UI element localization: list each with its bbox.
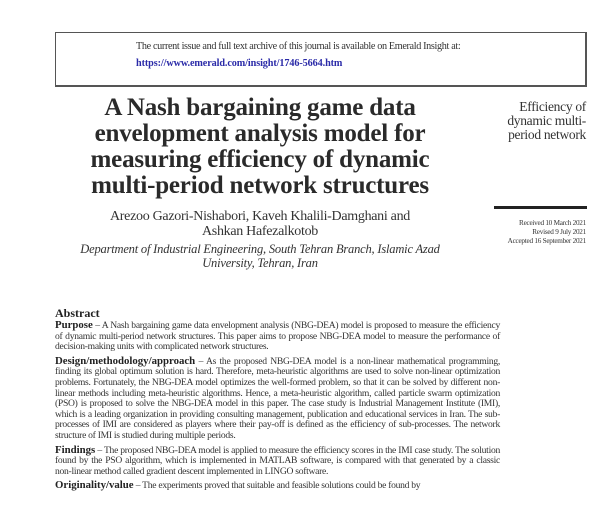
- running-title-line: dynamic multi-: [507, 113, 586, 128]
- author-line: Ashkan Hafezalkotob: [202, 224, 318, 239]
- abstract-body: [55, 320, 500, 495]
- section-label: Originality/value: [55, 479, 134, 492]
- received-date: Received 10 March 2021: [519, 219, 586, 227]
- title-line: envelopment analysis model for: [94, 120, 426, 147]
- affiliation: [60, 242, 460, 270]
- abstract-purpose: [55, 320, 500, 353]
- article-dates: [446, 219, 586, 246]
- journal-notice-box: [55, 32, 587, 87]
- section-text: – The experiments proved that suitable and feasible solutions could be found by: [133, 480, 421, 492]
- article-title: [60, 95, 460, 199]
- affiliation-line: Department of Industrial Engineering, South Tehran Branch, Islamic Azad: [80, 242, 440, 256]
- running-title: [446, 100, 586, 142]
- author-line: Arezoo Gazori-Nishabori, Kaveh Khalili-Damghani and: [110, 209, 410, 224]
- revised-date: Revised 9 July 2021: [532, 228, 586, 236]
- section-text: – The proposed NBG-DEA model is applied to measure the efficiency scores in the IMI case study. The solution found by the PSO algorithm, which is implemented in MATLAB software, is compared with that generated by a classic non-linear method called gradient descent implemented in LINGO software.: [55, 444, 500, 477]
- abstract-originality: [55, 480, 500, 492]
- notice-text: The current issue and full text archive of this journal is available on Emerald Insight at:: [136, 41, 461, 52]
- abstract-heading: Abstract: [55, 306, 100, 320]
- title-line: measuring efficiency of dynamic: [90, 146, 430, 173]
- section-text: – As the proposed NBG-DEA model is a non-linear mathematical programming, finding its global optimum solution is hard. Therefore, meta-heuristic algorithms are used to solve non-linear optimization problems. Fortunately, the NBG-DEA model optimizes the well-formed problem, so that it can be solved by different non-linear methods including meta-heuristic algorithms. Hence, a meta-heuristic algorithm, called particle swarm optimization (PSO) is proposed to solve the NBG-DEA model in this paper. The case study is Industrial Management Institute (IMI), which is a leading organization in providing consulting management, publication and educational services in Iran. The sub-processes of IMI are considered as players where their pay-off is defined as the efficiency of sub-processes. The network structure of IMI is studied during multiple periods.: [55, 355, 500, 441]
- accepted-date: Accepted 16 September 2021: [507, 237, 586, 245]
- sidebar-divider: [494, 206, 587, 209]
- abstract-design: [55, 356, 500, 442]
- section-label: Design/methodology/approach: [55, 354, 196, 367]
- affiliation-line: University, Tehran, Iran: [202, 256, 318, 270]
- journal-link[interactable]: https://www.emerald.com/insight/1746-5664.htm: [136, 58, 343, 69]
- author-list: [60, 209, 460, 239]
- running-title-line: Efficiency of: [519, 99, 586, 114]
- running-title-line: period network: [508, 127, 586, 142]
- title-line: A Nash bargaining game data: [104, 94, 416, 121]
- title-line: multi-period network structures: [91, 172, 429, 199]
- section-text: – A Nash bargaining game data envelopment analysis (NBG-DEA) model is proposed to measure the efficiency of dynamic multi-period network structures. This paper aims to propose NBG-DEA model to measure the performance of decision-making units with complicated network structures.: [55, 320, 500, 353]
- abstract-findings: [55, 445, 500, 478]
- section-label: Findings: [55, 443, 96, 456]
- section-label: Purpose: [55, 319, 93, 331]
